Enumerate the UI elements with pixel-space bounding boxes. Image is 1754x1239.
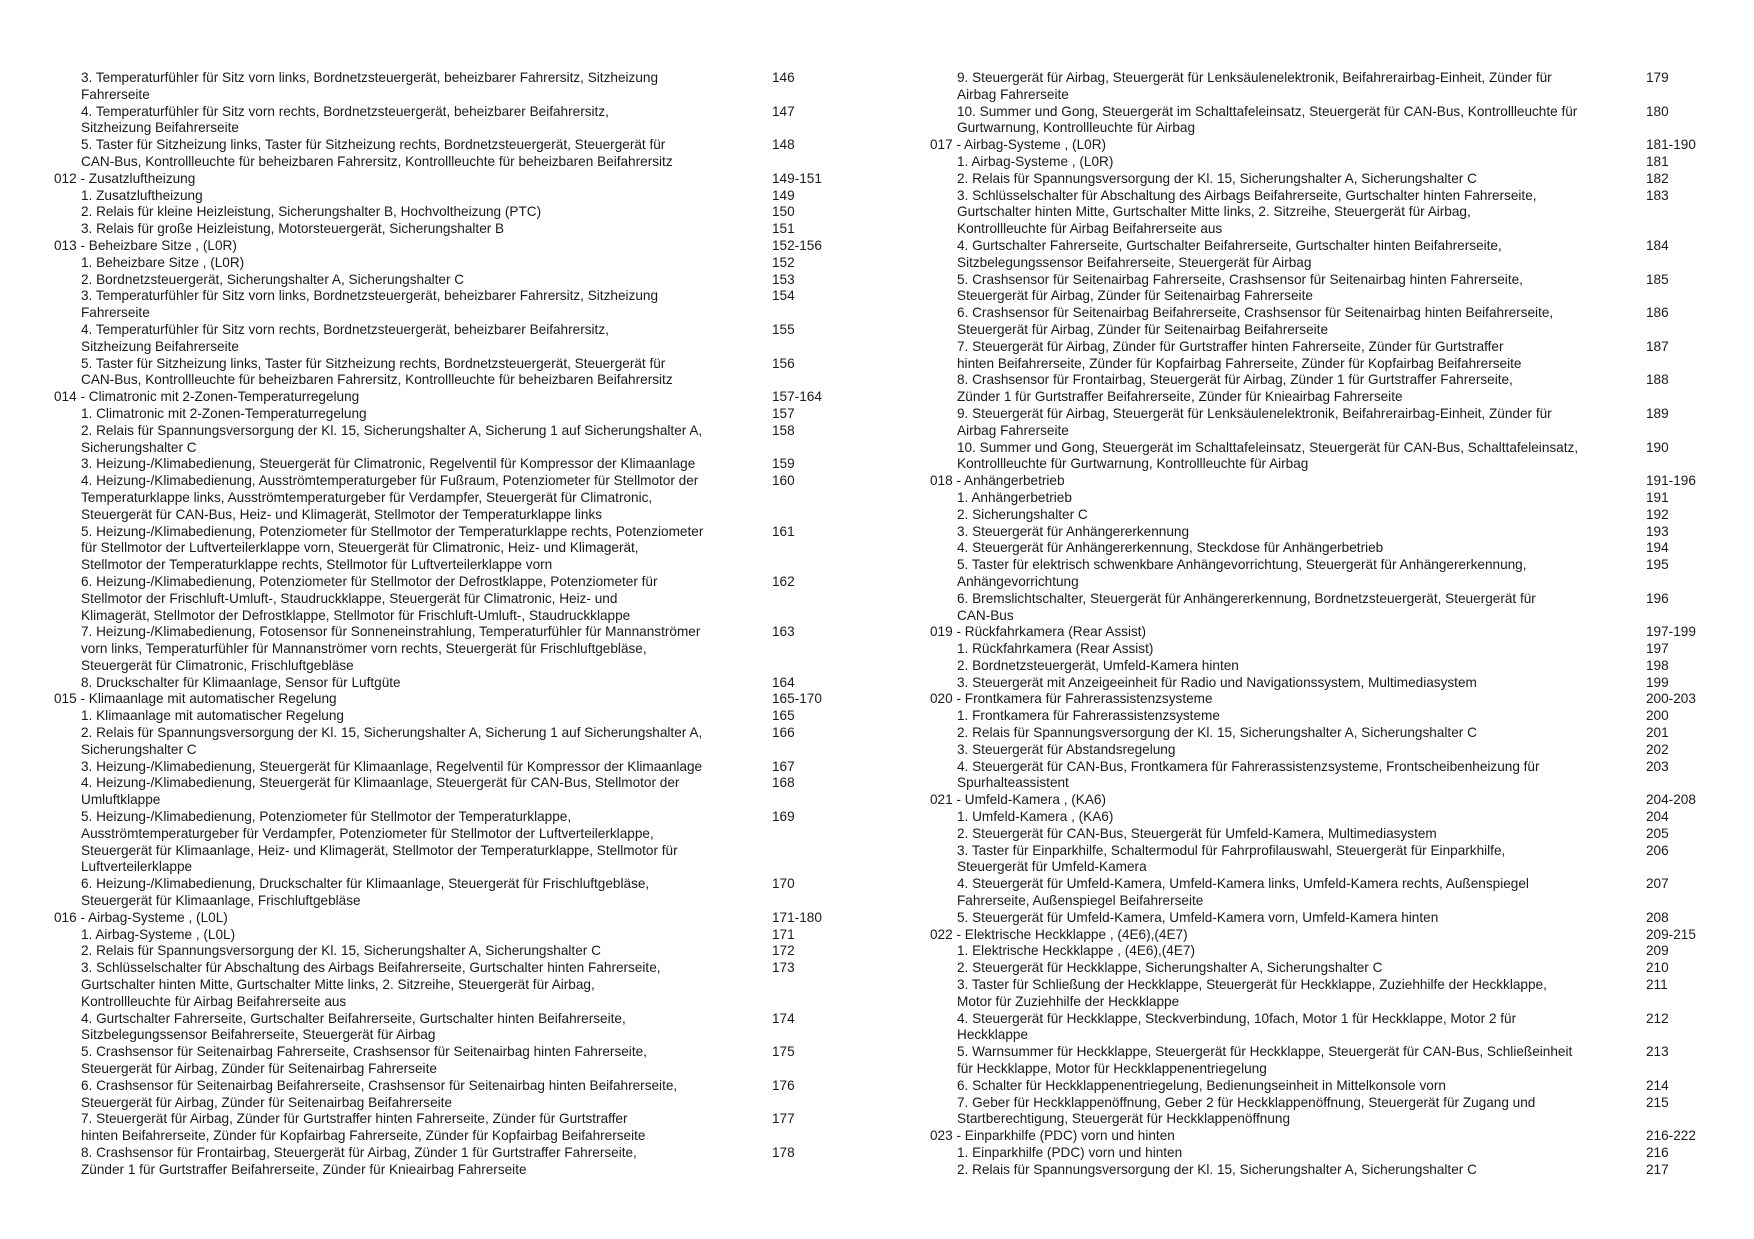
page-number: 156 [772,355,795,371]
page-number: 198 [1646,657,1669,673]
entry-title: 7. Steuergerät für Airbag, Zünder für Gurtstraffer hinten Fahrerseite, Zünder für Gurtstraffer hinten Beifahrerseite, Zünder für Kopfairbag Fahrerseite, Zünder für Kopfairbag Beifahrerseite [957,338,1522,371]
toc-entry [54,574,844,624]
page-number: 197 [1646,641,1669,657]
page-number: 200-203 [1646,691,1696,707]
toc-section-heading [54,171,844,188]
toc-entry [54,70,844,104]
page-number: 212 [1646,1010,1669,1026]
page-number: 158 [772,422,795,438]
entry-title: 2. Bordnetzsteuergerät, Sicherungshalter A, Sicherungshalter C [81,271,465,287]
toc-entry [930,843,1720,877]
entry-title: 2. Relais für Spannungsversorgung der Kl. 15, Sicherungshalter A, Sicherung 1 auf Sicherungshalter A, Sicherungshalter C [81,725,703,757]
page-number: 147 [772,103,795,119]
toc-entry [930,742,1720,759]
entry-title: 1. Anhängerbetrieb [957,489,1072,505]
toc-entry [54,188,844,205]
toc-entry [54,137,844,171]
entry-title: 1. Einparkhilfe (PDC) vorn und hinten [957,1145,1183,1160]
entry-title: 3. Schlüsselschalter für Abschaltung des Airbags Beifahrerseite, Gurtschalter hinten Fahrerseite, Gurtschalter hinten Mitte, Gurtschalter Mitte links, 2. Sitzreihe, Steuergerät für Airbag, Kontrollleuchte für Airbag Beifahrerseite aus [81,960,661,1009]
page-number: 216-222 [1646,1128,1696,1144]
toc-entry [54,927,844,944]
toc-section-heading [930,624,1720,641]
page-number: 173 [772,960,795,976]
toc-entry [930,490,1720,507]
toc-entry [54,775,844,809]
toc-section-heading [930,473,1720,490]
toc-entry [54,1044,844,1078]
entry-title: 4. Gurtschalter Fahrerseite, Gurtschalter Beifahrerseite, Gurtschalter hinten Beifahrerseite, Sitzbelegungssensor Beifahrerseite, Steuergerät für Airbag [81,1010,626,1043]
toc-entry [930,272,1720,306]
toc-entry [930,70,1720,104]
entry-title: 2. Relais für Spannungsversorgung der Kl. 15, Sicherungshalter A, Sicherungshalter C [957,170,1477,186]
page-number: 214 [1646,1077,1669,1093]
page-number: 149-151 [772,170,822,186]
entry-title: 6. Crashsensor für Seitenairbag Beifahrerseite, Crashsensor für Seitenairbag hinten Beifahrerseite, Steuergerät für Airbag, Zünder für Seitenairbag Beifahrerseite [957,305,1554,337]
toc-entry [930,524,1720,541]
toc-entry [930,557,1720,591]
section-title: 017 - Airbag-Systeme , (L0R) [930,137,1107,153]
page-number: 182 [1646,170,1669,186]
toc-entry [54,322,844,356]
page-number: 183 [1646,187,1669,203]
page-number: 208 [1646,909,1669,925]
toc-entry [54,1111,844,1145]
toc-entry [54,708,844,725]
entry-title: 6. Crashsensor für Seitenairbag Beifahrerseite, Crashsensor für Seitenairbag hinten Beifahrerseite, Steuergerät für Airbag, Zünder für Seitenairbag Beifahrerseite [81,1077,678,1110]
entry-title: 3. Taster für Schließung der Heckklappe, Steuergerät für Heckklappe, Zuziehhilfe der Heckklappe, Motor für Zuziehhilfe der Heckklappe [957,977,1547,1009]
entry-title: 4. Heizung-/Klimabedienung, Ausströmtemperaturgeber für Fußraum, Potenziometer für Stellmotor der Temperaturklappe links, Ausströmtemperaturgeber für Verdampfer, Steuergerät für Climatronic, Steuergerät für CAN-Bus, Heiz- und Klimagerät, Stellmotor der Temperaturklappe links [81,473,699,522]
entry-title: 7. Geber für Heckklappenöffnung, Geber 2 für Heckklappenöffnung, Steuergerät für Zugang und Startberechtigung, Steuergerät für Heckklappenöffnung [957,1094,1536,1127]
entry-title: 1. Frontkamera für Fahrerassistenzsysteme [957,708,1220,724]
page-number: 178 [772,1145,795,1160]
toc-entry [54,624,844,674]
toc-entry [930,675,1720,692]
toc-entry [54,288,844,322]
page-number: 166 [772,725,795,741]
page-number: 167 [772,758,795,774]
page-number: 211 [1646,977,1668,993]
page-number: 164 [772,674,795,690]
page-number: 171 [772,926,795,942]
entry-title: 1. Airbag-Systeme , (L0L) [81,926,236,942]
toc-entry [930,540,1720,557]
toc-section-heading [930,1128,1720,1145]
section-title: 019 - Rückfahrkamera (Rear Assist) [930,624,1147,640]
toc-section-heading [54,389,844,406]
entry-title: 5. Heizung-/Klimabedienung, Potenziometer für Stellmotor der Temperaturklappe, Ausströmtemperaturgeber für Verdampfer, Potenziometer für Stellmotor der Luftverteilerklappe, Steuergerät für Klimaanlage, Heiz- und Klimagerät, Stellmotor der Temperaturklappe, Stellmotor für Luftverteilerklappe [81,809,678,875]
entry-title: 1. Climatronic mit 2-Zonen-Temperaturregelung [81,405,367,421]
toc-entry [54,960,844,1010]
section-title: 021 - Umfeld-Kamera , (KA6) [930,792,1107,808]
entry-title: 3. Temperaturfühler für Sitz vorn links, Bordnetzsteuergerät, beheizbarer Fahrersitz, Sitzheizung Fahrerseite [81,288,659,321]
toc-entry [930,977,1720,1011]
page-number: 209-215 [1646,926,1696,942]
toc-entry [930,960,1720,977]
page-number: 157 [772,405,795,421]
section-title: 016 - Airbag-Systeme , (L0L) [54,909,228,925]
page-number: 148 [772,137,795,153]
page-number: 171-180 [772,909,822,925]
page-number: 204 [1646,809,1669,825]
toc-column-left [54,70,844,1179]
toc-entry [54,473,844,523]
page-number: 203 [1646,758,1669,774]
page-number: 157-164 [772,389,822,405]
page-number: 170 [772,876,795,892]
toc-entry [54,675,844,692]
page-number: 206 [1646,842,1669,858]
toc-entry [930,1162,1720,1179]
toc-entry [930,154,1720,171]
entry-title: 4. Steuergerät für Anhängererkennung, Steckdose für Anhängerbetrieb [957,540,1384,556]
page-number: 181-190 [1646,137,1696,153]
toc-entry [54,1011,844,1045]
page-number: 151 [772,221,795,237]
page-number: 185 [1646,271,1669,287]
section-title: 013 - Beheizbare Sitze , (L0R) [54,237,237,253]
entry-title: 2. Bordnetzsteuergerät, Umfeld-Kamera hinten [957,657,1239,673]
entry-title: 2. Relais für Spannungsversorgung der Kl. 15, Sicherungshalter A, Sicherungshalter C [957,1161,1477,1177]
page-number: 204-208 [1646,792,1696,808]
entry-title: 6. Bremslichtschalter, Steuergerät für Anhängererkennung, Bordnetzsteuergerät, Steuergerät für CAN-Bus [957,590,1536,623]
toc-entry [930,1078,1720,1095]
page-number: 215 [1646,1094,1669,1110]
entry-title: 3. Heizung-/Klimabedienung, Steuergerät für Klimaanlage, Regelventil für Kompressor der Klimaanlage [81,758,703,774]
toc-column-right [930,70,1720,1179]
page-number: 175 [772,1044,795,1060]
toc-entry [54,104,844,138]
page-number: 160 [772,473,795,489]
section-title: 012 - Zusatzluftheizung [54,170,196,186]
toc-entry [54,809,844,876]
page-number: 207 [1646,876,1669,892]
page-number: 179 [1646,70,1669,85]
section-title: 023 - Einparkhilfe (PDC) vorn und hinten [930,1128,1175,1144]
toc-entry [54,255,844,272]
entry-title: 2. Sicherungshalter C [957,506,1088,522]
page-number: 168 [772,775,795,791]
page-number: 159 [772,456,795,472]
entry-title: 1. Klimaanlage mit automatischer Regelung [81,708,344,724]
toc-entry [54,356,844,390]
page-number: 174 [772,1010,795,1026]
page-number: 216 [1646,1145,1669,1160]
entry-title: 2. Relais für Spannungsversorgung der Kl. 15, Sicherungshalter A, Sicherung 1 auf Sicherungshalter A, Sicherungshalter C [81,422,703,455]
entry-title: 2. Relais für Spannungsversorgung der Kl. 15, Sicherungshalter A, Sicherungshalter C [957,725,1477,741]
page-number: 146 [772,70,795,85]
page-number: 152 [772,254,795,270]
toc-entry [54,876,844,910]
page-number: 155 [772,321,795,337]
toc-entry [54,524,844,574]
page-number: 197-199 [1646,624,1696,640]
toc-entry [54,204,844,221]
entry-title: 3. Temperaturfühler für Sitz vorn links, Bordnetzsteuergerät, beheizbarer Fahrersitz, Sitzheizung Fahrerseite [81,70,659,102]
page-number: 200 [1646,708,1669,724]
toc-entry [930,1044,1720,1078]
entry-title: 5. Warnsummer für Heckklappe, Steuergerät für Heckklappe, Steuergerät für CAN-Bus, Schließeinheit für Heckklappe, Motor für Heckklappenentriegelung [957,1044,1573,1077]
page-number: 181 [1646,153,1669,169]
entry-title: 5. Steuergerät für Umfeld-Kamera, Umfeld-Kamera vorn, Umfeld-Kamera hinten [957,909,1439,925]
page-number: 202 [1646,741,1669,757]
page-number: 187 [1646,338,1669,354]
page-number: 213 [1646,1044,1669,1060]
entry-title: 4. Steuergerät für Umfeld-Kamera, Umfeld-Kamera links, Umfeld-Kamera rechts, Außenspiegel Fahrerseite, Außenspiegel Beifahrerseite [957,876,1529,909]
page-number: 154 [772,288,795,304]
entry-title: 3. Taster für Einparkhilfe, Schaltermodul für Fahrprofilauswahl, Steuergerät für Einparkhilfe, Steuergerät für Umfeld-Kamera [957,842,1506,875]
entry-title: 10. Summer und Gong, Steuergerät im Schalttafeleinsatz, Steuergerät für CAN-Bus, Kontrollleuchte für Gurtwarnung, Kontrollleuchte für Airbag [957,103,1578,136]
toc-entry [930,372,1720,406]
toc-entry [930,507,1720,524]
toc-entry [930,440,1720,474]
entry-title: 8. Druckschalter für Klimaanlage, Sensor für Luftgüte [81,674,401,690]
entry-title: 3. Steuergerät mit Anzeigeeinheit für Radio und Navigationssystem, Multimediasystem [957,674,1477,690]
toc-entry [930,1095,1720,1129]
toc-entry [54,759,844,776]
entry-title: 6. Heizung-/Klimabedienung, Druckschalter für Klimaanlage, Steuergerät für Frischluftgebläse, Steuergerät für Klimaanlage, Frischluftgebläse [81,876,650,909]
toc-entry [54,1145,844,1179]
entry-title: 5. Crashsensor für Seitenairbag Fahrerseite, Crashsensor für Seitenairbag hinten Fahrerseite, Steuergerät für Airbag, Zünder für Seitenairbag Fahrerseite [957,271,1523,304]
toc-entry [54,272,844,289]
page-number: 161 [772,523,795,539]
page-number: 172 [772,943,795,959]
toc-entry [54,456,844,473]
section-title: 014 - Climatronic mit 2-Zonen-Temperaturregelung [54,389,360,405]
entry-title: 3. Heizung-/Klimabedienung, Steuergerät für Climatronic, Regelventil für Kompressor der Klimaanlage [81,456,696,472]
entry-title: 5. Heizung-/Klimabedienung, Potenziometer für Stellmotor der Temperaturklappe rechts, Potenziometer für Stellmotor der Luftverteilerklappe vorn, Steuergerät für Climatronic, Heiz- und Klimagerät, Stellmotor der Temperaturklappe rechts, Stellmotor für Luftverteilerklappe vorn [81,523,704,573]
entry-title: 3. Schlüsselschalter für Abschaltung des Airbags Beifahrerseite, Gurtschalter hinten Fahrerseite, Gurtschalter hinten Mitte, Gurtschalter Mitte links, 2. Sitzreihe, Steuergerät für Airbag, Kontrollleuchte für Airbag Beifahrerseite aus [957,187,1537,237]
entry-title: 2. Steuergerät für Heckklappe, Sicherungshalter A, Sicherungshalter C [957,960,1383,976]
page-number: 196 [1646,590,1669,606]
page-number: 176 [772,1077,795,1093]
page-number: 165 [772,708,795,724]
toc-entry [930,1011,1720,1045]
toc-entry [54,1078,844,1112]
entry-title: 6. Heizung-/Klimabedienung, Potenziometer für Stellmotor der Defrostklappe, Potenziometer für Stellmotor der Frischluft-Umluft-, Staudruckklappe, Steuergerät für Climatronic, Heiz- und Klimagerät, Stellmotor der Defrostklappe, Stellmotor für Frischluft-Umluft-, Staudruckklappe [81,573,658,623]
page-number: 153 [772,271,795,287]
entry-title: 3. Relais für große Heizleistung, Motorsteuergerät, Sicherungshalter B [81,221,505,237]
toc-entry [930,305,1720,339]
toc-entry [930,238,1720,272]
page-number: 186 [1646,305,1669,321]
page-number: 149 [772,187,795,203]
toc-entry [930,339,1720,373]
toc-entry [930,1145,1720,1162]
toc-section-heading [930,792,1720,809]
page-number: 210 [1646,960,1669,976]
entry-title: 1. Umfeld-Kamera , (KA6) [957,809,1114,825]
page-number: 201 [1646,725,1669,741]
page-number: 162 [772,573,795,589]
section-title: 018 - Anhängerbetrieb [930,473,1065,489]
toc-section-heading [930,927,1720,944]
page-number: 180 [1646,103,1669,119]
toc-entry [930,171,1720,188]
toc-section-heading [54,691,844,708]
entry-title: 6. Schalter für Heckklappenentriegelung, Bedienungseinheit in Mittelkonsole vorn [957,1077,1446,1093]
page-number: 193 [1646,523,1669,539]
toc-section-heading [930,691,1720,708]
toc-entry [930,708,1720,725]
page-number: 194 [1646,540,1669,556]
page-number: 191-196 [1646,473,1696,489]
entry-title: 8. Crashsensor für Frontairbag, Steuergerät für Airbag, Zünder 1 für Gurtstraffer Fahrerseite, Zünder 1 für Gurtstraffer Beifahrerseite, Zünder für Knieairbag Fahrerseite [957,372,1513,405]
entry-title: 5. Taster für elektrisch schwenkbare Anhängevorrichtung, Steuergerät für Anhängererkennung, Anhängevorrichtung [957,557,1527,589]
toc-entry [54,943,844,960]
page-number: 192 [1646,506,1669,522]
toc-section-heading [54,238,844,255]
entry-title: 1. Zusatzluftheizung [81,187,203,203]
entry-title: 4. Temperaturfühler für Sitz vorn rechts, Bordnetzsteuergerät, beheizbarer Beifahrersitz, Sitzheizung Beifahrerseite [81,103,609,136]
page-number: 163 [772,624,795,640]
toc-entry [930,104,1720,138]
entry-title: 1. Rückfahrkamera (Rear Assist) [957,641,1154,657]
page-number: 189 [1646,405,1669,421]
entry-title: 9. Steuergerät für Airbag, Steuergerät für Lenksäulenelektronik, Beifahrerairbag-Einheit, Zünder für Airbag Fahrerseite [957,405,1552,438]
page-number: 169 [772,809,795,825]
entry-title: 5. Crashsensor für Seitenairbag Fahrerseite, Crashsensor für Seitenairbag hinten Fahrerseite, Steuergerät für Airbag, Zünder für Seitenairbag Fahrerseite [81,1044,647,1077]
page-number: 217 [1646,1161,1669,1177]
toc-entry [930,591,1720,625]
entry-title: 1. Airbag-Systeme , (L0R) [957,153,1114,169]
entry-title: 7. Steuergerät für Airbag, Zünder für Gurtstraffer hinten Fahrerseite, Zünder für Gurtstraffer hinten Beifahrerseite, Zünder für Kopfairbag Fahrerseite, Zünder für Kopfairbag Beifahrerseite [81,1111,646,1144]
toc-entry [930,406,1720,440]
page-number: 209 [1646,943,1669,959]
toc-entry [930,658,1720,675]
entry-title: 1. Beheizbare Sitze , (L0R) [81,254,245,270]
toc-entry [54,725,844,759]
page-number: 195 [1646,557,1669,573]
page-number: 184 [1646,237,1669,253]
toc-entry [930,943,1720,960]
toc-entry [54,221,844,238]
page-number: 150 [772,204,795,220]
entry-title: 3. Steuergerät für Abstandsregelung [957,741,1176,757]
section-title: 022 - Elektrische Heckklappe , (4E6),(4E7) [930,926,1188,942]
entry-title: 7. Heizung-/Klimabedienung, Fotosensor für Sonneneinstrahlung, Temperaturfühler für Mannanströmer vorn links, Temperaturfühler für Mannanströmer vorn rechts, Steuergerät für Frischluftgebläse, Steuergerät für Climatronic, Frischluftgebläse [81,624,701,673]
toc-entry [930,809,1720,826]
entry-title: 5. Taster für Sitzheizung links, Taster für Sitzheizung rechts, Bordnetzsteuergerät, Steuergerät für CAN-Bus, Kontrollleuchte für beheizbaren Fahrersitz, Kontrollleuchte für beheizbaren Beifahrersitz [81,137,673,169]
toc-entry [930,759,1720,793]
page-number: 177 [772,1111,795,1127]
section-title: 020 - Frontkamera für Fahrerassistenzsysteme [930,691,1213,707]
toc-entry [930,910,1720,927]
toc-entry [930,725,1720,742]
toc-section-heading [930,137,1720,154]
entry-title: 2. Steuergerät für CAN-Bus, Steuergerät für Umfeld-Kamera, Multimediasystem [957,825,1437,841]
toc-entry [54,423,844,457]
entry-title: 9. Steuergerät für Airbag, Steuergerät für Lenksäulenelektronik, Beifahrerairbag-Einheit, Zünder für Airbag Fahrerseite [957,70,1552,102]
entry-title: 4. Steuergerät für CAN-Bus, Frontkamera für Fahrerassistenzsysteme, Frontscheibenheizung für Spurhalteassistent [957,758,1540,791]
toc-entry [930,641,1720,658]
toc-entry [54,406,844,423]
toc-entry [930,826,1720,843]
entry-title: 5. Taster für Sitzheizung links, Taster für Sitzheizung rechts, Bordnetzsteuergerät, Steuergerät für CAN-Bus, Kontrollleuchte für beheizbaren Fahrersitz, Kontrollleuchte für beheizbaren Beifahrersitz [81,355,673,388]
page-number: 190 [1646,439,1669,455]
entry-title: 2. Relais für Spannungsversorgung der Kl. 15, Sicherungshalter A, Sicherungshalter C [81,943,601,959]
page-number: 188 [1646,372,1669,388]
page-number: 191 [1646,489,1669,505]
entry-title: 4. Temperaturfühler für Sitz vorn rechts, Bordnetzsteuergerät, beheizbarer Beifahrersitz, Sitzheizung Beifahrerseite [81,321,609,354]
toc-section-heading [54,910,844,927]
page-number: 199 [1646,674,1669,690]
toc-entry [930,876,1720,910]
page-number: 165-170 [772,691,822,707]
page-number: 205 [1646,825,1669,841]
entry-title: 10. Summer und Gong, Steuergerät im Schalttafeleinsatz, Steuergerät für CAN-Bus, Schalttafeleinsatz, Kontrollleuchte für Gurtwarnung, Kontrollleuchte für Airbag [957,439,1579,472]
entry-title: 4. Steuergerät für Heckklappe, Steckverbindung, 10fach, Motor 1 für Heckklappe, Motor 2 für Heckklappe [957,1010,1517,1043]
page-number: 152-156 [772,237,822,253]
entry-title: 8. Crashsensor für Frontairbag, Steuergerät für Airbag, Zünder 1 für Gurtstraffer Fahrerseite, Zünder 1 für Gurtstraffer Beifahrerseite, Zünder für Knieairbag Fahrerseite [81,1145,637,1177]
entry-title: 4. Heizung-/Klimabedienung, Steuergerät für Klimaanlage, Steuergerät für CAN-Bus, Stellmotor der Umluftklappe [81,775,680,808]
section-title: 015 - Klimaanlage mit automatischer Regelung [54,691,337,707]
entry-title: 4. Gurtschalter Fahrerseite, Gurtschalter Beifahrerseite, Gurtschalter hinten Beifahrerseite, Sitzbelegungssensor Beifahrerseite, Steuergerät für Airbag [957,237,1502,270]
toc-entry [930,188,1720,238]
entry-title: 3. Steuergerät für Anhängererkennung [957,523,1190,539]
entry-title: 1. Elektrische Heckklappe , (4E6),(4E7) [957,943,1195,959]
entry-title: 2. Relais für kleine Heizleistung, Sicherungshalter B, Hochvoltheizung (PTC) [81,204,542,220]
